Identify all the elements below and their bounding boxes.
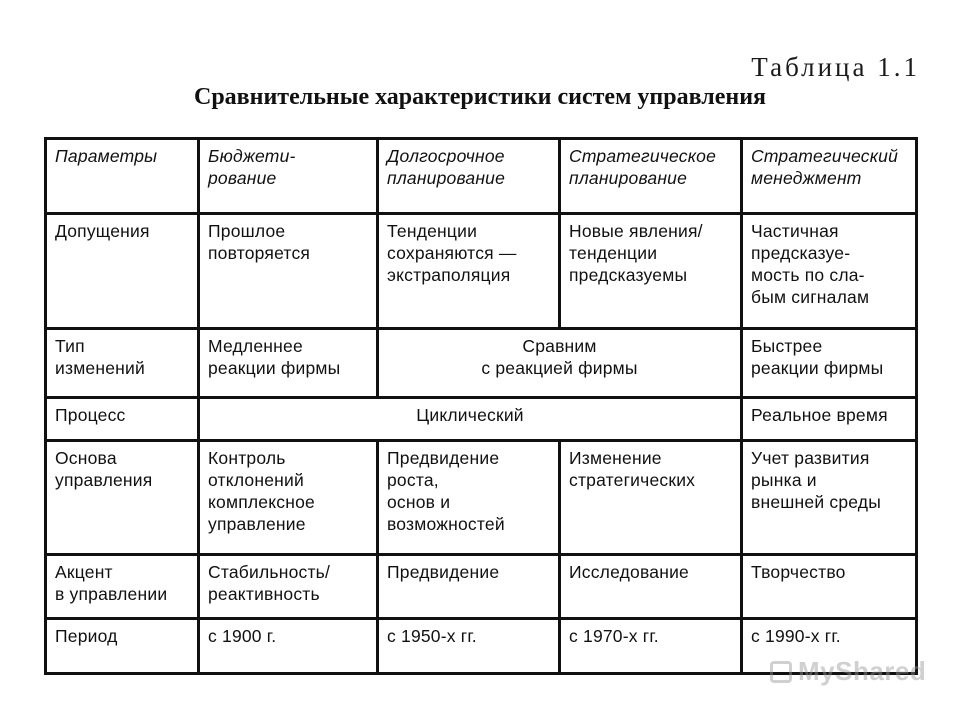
table-number: Таблица 1.1 [751,52,920,82]
watermark [770,656,926,687]
table-cell: Творчество [743,556,915,620]
table-cell: Исследование [561,556,743,620]
page-title: Сравнительные характеристики систем управления [193,84,766,110]
table-cell: Стабильность/ реактивность [200,556,379,620]
row-label-process: Процесс [47,399,200,442]
table-cell: Изменение стратегических [561,442,743,556]
row-label-management-basis: Основа управления [47,442,200,556]
watermark-text: MyShared [798,656,927,686]
table-cell: Новые явления/ тенденции предсказуемы [561,215,743,330]
myshared-logo-icon [770,661,792,683]
table-cell: Медленнее реакции фирмы [200,330,379,399]
row-label-assumptions: Допущения [47,215,200,330]
table-cell-merged: Циклический [200,399,743,442]
header-cell-strategic-management: Стратегический менеджмент [743,140,915,215]
table-cell: Реальное время [743,399,915,442]
header-cell-budgeting: Бюджети- рование [200,140,379,215]
table-cell: Учет развития рынка и внешней среды [743,442,915,556]
table-cell: с 1990-х гг. [751,626,841,646]
table-cell: Предвидение роста, основ и возможностей [379,442,561,556]
comparison-table [44,137,918,675]
table-cell: с 1900 г. [200,620,379,672]
table-cell: с 1970-х гг. [561,620,743,672]
row-label-management-focus: Акцент в управлении [47,556,200,620]
table-cell: Тенденции сохраняются — экстраполяция [379,215,561,330]
header-cell-strategic-planning: Стратегическое планирование [561,140,743,215]
table-cell: Контроль отклонений комплексное управление [200,442,379,556]
table-cell: Предвидение [379,556,561,620]
header-cell-parameters: Параметры [47,140,200,215]
table-cell: Быстрее реакции фирмы [743,330,915,399]
table-cell: Прошлое повторяется [200,215,379,330]
header-cell-long-term-planning: Долгосрочное планирование [379,140,561,215]
row-label-period: Период [47,620,200,672]
table-cell: с 1950-х гг. [379,620,561,672]
row-label-change-type: Тип изменений [47,330,200,399]
table-cell: Частичная предсказуе- мость по сла- бым сигналам [743,215,915,330]
table-cell-merged: Сравним с реакцией фирмы [379,330,743,399]
